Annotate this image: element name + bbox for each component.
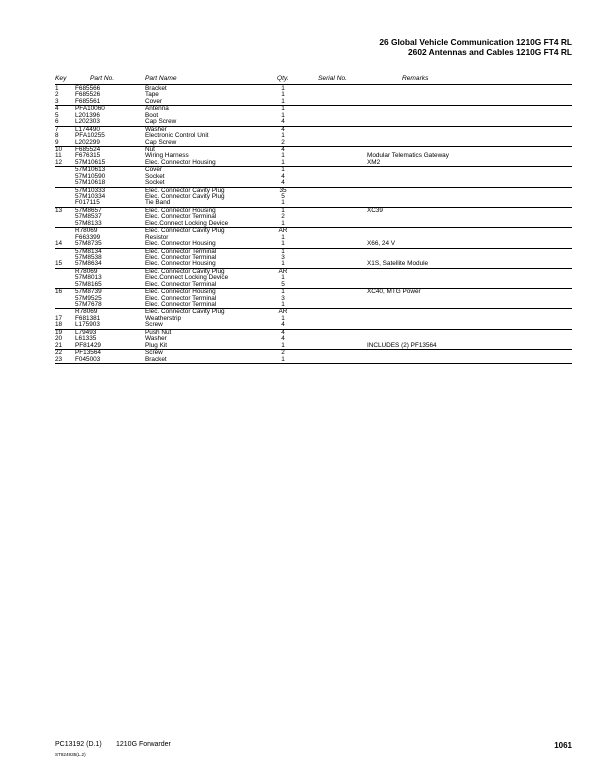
table-row bbox=[55, 99, 572, 106]
row-part-name: Bracket bbox=[145, 85, 167, 92]
row-part-name: Elec. Connector Terminal bbox=[145, 301, 217, 308]
row-part-name: Tie Band bbox=[145, 199, 171, 207]
column-header-part-name: Part Name bbox=[145, 75, 177, 82]
row-quantity: 5 bbox=[281, 193, 285, 200]
table-row bbox=[55, 343, 572, 350]
row-quantity: 1 bbox=[281, 132, 285, 140]
row-part-number: 57M8134 bbox=[75, 247, 102, 255]
row-part-name: Elec. Connector Housing bbox=[145, 158, 216, 166]
row-key: 20 bbox=[55, 335, 63, 343]
subsection-title: 2602 Antennas and Cables 1210G FT4 RL bbox=[408, 47, 572, 57]
row-quantity: 1 bbox=[281, 247, 285, 255]
row-part-number: 57M7678 bbox=[75, 301, 102, 308]
row-part-name: Elec. Connector Cavity Plug bbox=[145, 186, 225, 194]
row-part-name: Elec. Connector Terminal bbox=[145, 247, 217, 255]
row-quantity: 4 bbox=[281, 172, 285, 180]
row-remarks: XC39 bbox=[367, 206, 383, 214]
row-quantity: 4 bbox=[281, 328, 285, 336]
table-top-rule bbox=[55, 84, 572, 85]
row-quantity: 1 bbox=[281, 355, 285, 363]
row-part-name: Bracket bbox=[145, 355, 167, 363]
row-quantity: 4 bbox=[281, 179, 285, 187]
row-part-number: 57M8739 bbox=[75, 288, 102, 296]
row-key: 9 bbox=[55, 138, 59, 146]
row-key: 1 bbox=[55, 85, 59, 92]
row-key: 19 bbox=[55, 328, 63, 336]
row-quantity: 1 bbox=[281, 199, 285, 207]
parts-table bbox=[55, 86, 572, 364]
footer-code: ST824935(L.2) bbox=[55, 752, 86, 757]
row-remarks: XM2 bbox=[367, 158, 381, 166]
table-row bbox=[55, 357, 572, 364]
row-remarks: XC40, MTG Power bbox=[367, 288, 421, 296]
row-part-number: 57M10613 bbox=[75, 166, 106, 174]
row-part-name: Elec. Connector Cavity Plug bbox=[145, 267, 225, 275]
row-part-name: Elec. Connector Cavity Plug bbox=[145, 308, 225, 316]
row-part-name: Resistor bbox=[145, 233, 169, 241]
column-header-remarks: Remarks bbox=[402, 75, 429, 82]
table-row bbox=[55, 140, 572, 147]
row-quantity: 1 bbox=[281, 166, 285, 174]
row-quantity: 4 bbox=[281, 145, 285, 153]
row-key: 5 bbox=[55, 111, 59, 119]
row-part-name: Elec.Connect Locking Device bbox=[145, 274, 229, 282]
row-remarks: INCLUDES (2) PF13564 bbox=[367, 341, 437, 349]
row-quantity: 1 bbox=[281, 111, 285, 119]
row-key: 3 bbox=[55, 97, 59, 105]
row-key: 23 bbox=[55, 355, 63, 363]
row-part-number: 57M10333 bbox=[75, 186, 106, 194]
row-part-name: Elec. Connector Housing bbox=[145, 288, 216, 296]
table-row bbox=[55, 200, 572, 207]
row-part-number: 57M8165 bbox=[75, 280, 102, 288]
row-part-number: 57M10618 bbox=[75, 179, 106, 187]
row-part-number: 57M8657 bbox=[75, 206, 102, 214]
row-part-number: 57M8133 bbox=[75, 219, 102, 227]
row-part-name: Cover bbox=[145, 166, 163, 174]
row-part-number: L202299 bbox=[75, 138, 100, 146]
row-key: 17 bbox=[55, 314, 63, 322]
row-part-name: Antenna bbox=[145, 105, 169, 113]
row-quantity: 1 bbox=[281, 260, 285, 268]
row-part-number: L61335 bbox=[75, 335, 97, 343]
row-key: 7 bbox=[55, 125, 59, 133]
row-quantity: 4 bbox=[281, 335, 285, 343]
row-part-number: R78069 bbox=[75, 227, 98, 235]
row-part-number: L175903 bbox=[75, 321, 100, 329]
row-part-number: 57M9525 bbox=[75, 294, 102, 302]
row-quantity: AR bbox=[278, 227, 288, 235]
row-part-number: 57M8735 bbox=[75, 240, 102, 248]
row-key: 8 bbox=[55, 132, 59, 140]
row-key: 4 bbox=[55, 105, 59, 113]
row-quantity: 1 bbox=[281, 91, 285, 99]
row-key: 11 bbox=[55, 152, 62, 160]
row-part-number: F685561 bbox=[75, 97, 101, 105]
table-row bbox=[55, 241, 572, 248]
row-quantity: AR bbox=[278, 308, 288, 316]
row-part-number: L79493 bbox=[75, 328, 97, 336]
footer-model: 1210G Forwarder bbox=[116, 741, 171, 748]
row-quantity: 1 bbox=[281, 240, 285, 248]
row-part-name: Push Nut bbox=[145, 328, 172, 336]
row-quantity: 1 bbox=[281, 341, 285, 349]
row-part-number: F685526 bbox=[75, 91, 101, 99]
row-part-name: Tape bbox=[145, 91, 159, 99]
row-part-name: Plug Kit bbox=[145, 341, 168, 349]
row-part-name: Socket bbox=[145, 179, 165, 187]
row-part-name: Screw bbox=[145, 321, 163, 329]
row-remarks: X66, 24 V bbox=[367, 240, 396, 248]
footer-document-id: PC13192 (D.1) bbox=[55, 741, 102, 748]
row-part-number: F685524 bbox=[75, 145, 101, 153]
row-quantity: 1 bbox=[281, 206, 285, 214]
row-part-name: Nut bbox=[145, 145, 155, 153]
table-row bbox=[55, 180, 572, 187]
row-quantity: 1 bbox=[281, 288, 285, 296]
table-row bbox=[55, 302, 572, 309]
row-part-name: Washer bbox=[145, 125, 167, 133]
row-quantity: 1 bbox=[281, 152, 285, 160]
row-key: 10 bbox=[55, 145, 63, 153]
column-header-part-no: Part No. bbox=[90, 75, 115, 82]
row-quantity: 1 bbox=[281, 219, 285, 227]
row-part-number: L202303 bbox=[75, 118, 100, 126]
row-part-number: 57M8538 bbox=[75, 253, 102, 261]
row-key: 6 bbox=[55, 118, 59, 126]
table-row bbox=[55, 282, 572, 289]
table-row bbox=[55, 160, 572, 167]
row-part-number: L201396 bbox=[75, 111, 100, 119]
row-part-number: 57M10615 bbox=[75, 158, 106, 166]
row-quantity: 2 bbox=[281, 349, 285, 357]
row-key: 14 bbox=[55, 240, 63, 248]
page-number: 1061 bbox=[554, 741, 572, 750]
row-part-number: PF13564 bbox=[75, 349, 101, 357]
row-quantity: 1 bbox=[281, 158, 285, 166]
row-part-number: 57M8537 bbox=[75, 213, 102, 221]
row-part-number: F681381 bbox=[75, 314, 101, 322]
row-part-name: Wiring Harness bbox=[145, 152, 189, 160]
row-part-name: Weatherstrip bbox=[145, 314, 182, 322]
row-part-number: R78069 bbox=[75, 308, 98, 316]
row-quantity: 4 bbox=[281, 118, 285, 126]
row-part-number: 57M10590 bbox=[75, 172, 106, 180]
row-key: 16 bbox=[55, 288, 63, 296]
row-quantity: 35 bbox=[279, 186, 287, 194]
table-row bbox=[55, 322, 572, 329]
row-part-name: Socket bbox=[145, 172, 165, 180]
row-quantity: 4 bbox=[281, 125, 285, 133]
row-part-number: F676315 bbox=[75, 152, 101, 160]
row-part-number: PFA10255 bbox=[75, 132, 105, 140]
row-part-number: F663399 bbox=[75, 233, 101, 241]
row-part-number: F045003 bbox=[75, 355, 101, 363]
row-quantity: 3 bbox=[281, 253, 285, 261]
row-part-name: Elec.Connect Locking Device bbox=[145, 219, 229, 227]
table-row bbox=[55, 119, 572, 126]
row-part-name: Elec. Connector Housing bbox=[145, 206, 216, 214]
row-part-name: Elec. Connector Cavity Plug bbox=[145, 227, 225, 235]
row-part-number: 57M8013 bbox=[75, 274, 102, 282]
row-key: 22 bbox=[55, 349, 63, 357]
row-quantity: 2 bbox=[281, 138, 285, 146]
row-part-name: Cap Screw bbox=[145, 118, 177, 126]
row-part-number: PF81429 bbox=[75, 341, 101, 349]
row-part-number: 57M8634 bbox=[75, 260, 102, 268]
row-part-number: R78069 bbox=[75, 267, 98, 275]
row-quantity: 5 bbox=[281, 280, 285, 288]
row-part-name: Elec. Connector Housing bbox=[145, 240, 216, 248]
row-part-number: F017115 bbox=[75, 199, 100, 207]
row-quantity: 3 bbox=[281, 294, 285, 302]
row-key: 15 bbox=[55, 260, 63, 268]
row-part-name: Cap Screw bbox=[145, 138, 177, 146]
row-quantity: 1 bbox=[281, 85, 285, 92]
column-header-key: Key bbox=[55, 75, 67, 82]
row-part-name: Elec. Connector Terminal bbox=[145, 253, 217, 261]
row-quantity: 1 bbox=[281, 97, 285, 105]
section-title: 26 Global Vehicle Communication 1210G FT4 RL bbox=[379, 37, 572, 47]
row-part-name: Cover bbox=[145, 97, 163, 105]
row-remarks: X1S, Satellite Module bbox=[367, 260, 429, 268]
row-quantity: 2 bbox=[281, 213, 285, 221]
row-part-name: Elec. Connector Terminal bbox=[145, 294, 217, 302]
row-quantity: 1 bbox=[281, 105, 285, 113]
row-quantity: 1 bbox=[281, 314, 285, 322]
row-part-name: Elec. Connector Terminal bbox=[145, 280, 217, 288]
row-quantity: 1 bbox=[281, 274, 285, 282]
row-part-number: 57M10334 bbox=[75, 193, 106, 200]
column-header-qty: Qty. bbox=[277, 75, 289, 82]
row-part-name: Electronic Control Unit bbox=[145, 132, 209, 140]
row-part-name: Elec. Connector Housing bbox=[145, 260, 216, 268]
row-part-name: Elec. Connector Cavity Plug bbox=[145, 193, 225, 200]
column-header-serial-no: Serial No. bbox=[318, 75, 347, 82]
row-quantity: 1 bbox=[281, 233, 285, 241]
row-part-number: PFA10060 bbox=[75, 105, 105, 113]
row-part-number: L174490 bbox=[75, 125, 100, 133]
row-part-name: Screw bbox=[145, 349, 163, 357]
row-part-number: F685566 bbox=[75, 85, 101, 92]
row-quantity: 4 bbox=[281, 321, 285, 329]
row-key: 2 bbox=[55, 91, 59, 99]
table-row bbox=[55, 221, 572, 228]
row-remarks: Modular Telematics Gateway bbox=[367, 152, 449, 160]
row-quantity: AR bbox=[278, 267, 288, 275]
row-key: 13 bbox=[55, 206, 63, 214]
row-key: 12 bbox=[55, 158, 63, 166]
row-part-name: Boot bbox=[145, 111, 159, 119]
row-key: 21 bbox=[55, 341, 63, 349]
table-row bbox=[55, 261, 572, 268]
row-key: 18 bbox=[55, 321, 63, 329]
row-quantity: 1 bbox=[281, 301, 285, 308]
row-part-name: Washer bbox=[145, 335, 167, 343]
row-part-name: Elec. Connector Terminal bbox=[145, 213, 217, 221]
